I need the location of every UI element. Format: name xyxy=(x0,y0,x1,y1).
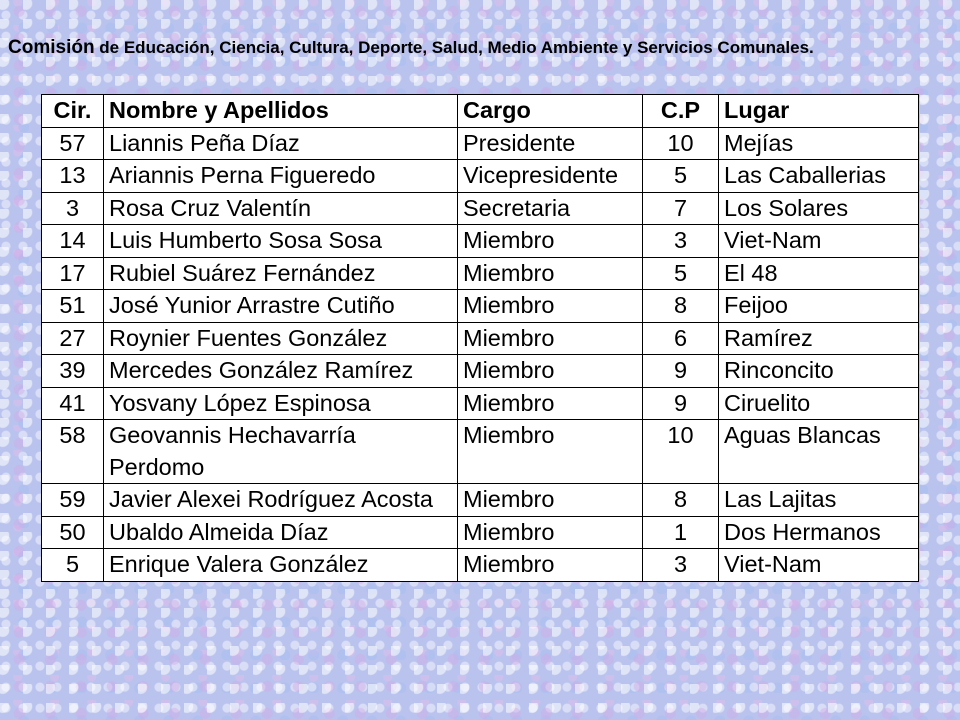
table-row xyxy=(42,290,919,323)
table-row xyxy=(42,257,919,290)
table-row xyxy=(42,355,919,388)
cell-cargo: Miembro xyxy=(458,257,643,290)
cell-lugar: Dos Hermanos xyxy=(719,516,919,549)
cell-lugar: Rinconcito xyxy=(719,355,919,388)
cell-nombre: Javier Alexei Rodríguez Acosta xyxy=(104,484,458,517)
header-lugar: Lugar xyxy=(719,95,919,128)
table-row xyxy=(42,516,919,549)
table-row xyxy=(42,225,919,258)
cell-cp: 9 xyxy=(643,387,719,420)
cell-lugar: El 48 xyxy=(719,257,919,290)
cell-cp: 10 xyxy=(643,420,719,484)
cell-cir: 50 xyxy=(42,516,104,549)
table-header-row xyxy=(42,95,919,128)
cell-cargo: Miembro xyxy=(458,322,643,355)
cell-nombre: José Yunior Arrastre Cutiño xyxy=(104,290,458,323)
table-row xyxy=(42,484,919,517)
cell-nombre: Ariannis Perna Figueredo xyxy=(104,160,458,193)
commission-title-lead: Comisión xyxy=(8,37,95,58)
cell-cargo: Miembro xyxy=(458,420,643,484)
cell-cp: 10 xyxy=(643,127,719,160)
cell-cp: 1 xyxy=(643,516,719,549)
cell-cir: 13 xyxy=(42,160,104,193)
commission-title-rest: de Educación, Ciencia, Cultura, Deporte, Salud, Medio Ambiente y Servicios Comunales. xyxy=(94,38,814,57)
table-row xyxy=(42,549,919,582)
cell-cir: 41 xyxy=(42,387,104,420)
cell-nombre: Enrique Valera González xyxy=(104,549,458,582)
cell-cp: 3 xyxy=(643,549,719,582)
cell-lugar: Feijoo xyxy=(719,290,919,323)
cell-lugar: Las Caballerias xyxy=(719,160,919,193)
header-cir: Cir. xyxy=(42,95,104,128)
cell-cir: 5 xyxy=(42,549,104,582)
cell-cir: 57 xyxy=(42,127,104,160)
cell-cargo: Vicepresidente xyxy=(458,160,643,193)
cell-lugar: Los Solares xyxy=(719,192,919,225)
table-row xyxy=(42,322,919,355)
cell-nombre: Geovannis Hechavarría Perdomo xyxy=(104,420,458,484)
header-nombre: Nombre y Apellidos xyxy=(104,95,458,128)
header-cargo: Cargo xyxy=(458,95,643,128)
cell-lugar: Aguas Blancas xyxy=(719,420,919,484)
cell-cp: 5 xyxy=(643,257,719,290)
members-table xyxy=(41,94,919,582)
cell-cargo: Presidente xyxy=(458,127,643,160)
cell-lugar: Viet-Nam xyxy=(719,549,919,582)
cell-cir: 58 xyxy=(42,420,104,484)
cell-cp: 9 xyxy=(643,355,719,388)
cell-lugar: Ciruelito xyxy=(719,387,919,420)
cell-lugar: Las Lajitas xyxy=(719,484,919,517)
cell-nombre: Rosa Cruz Valentín xyxy=(104,192,458,225)
header-cp: C.P xyxy=(643,95,719,128)
cell-nombre: Liannis Peña Díaz xyxy=(104,127,458,160)
cell-nombre: Mercedes González Ramírez xyxy=(104,355,458,388)
cell-cp: 8 xyxy=(643,484,719,517)
cell-cargo: Miembro xyxy=(458,484,643,517)
cell-cir: 14 xyxy=(42,225,104,258)
cell-lugar: Ramírez xyxy=(719,322,919,355)
cell-cargo: Secretaria xyxy=(458,192,643,225)
cell-nombre: Roynier Fuentes González xyxy=(104,322,458,355)
commission-title xyxy=(8,34,928,61)
cell-nombre: Ubaldo Almeida Díaz xyxy=(104,516,458,549)
table-row xyxy=(42,127,919,160)
cell-nombre: Rubiel Suárez Fernández xyxy=(104,257,458,290)
cell-cargo: Miembro xyxy=(458,549,643,582)
cell-cir: 27 xyxy=(42,322,104,355)
table-row xyxy=(42,420,919,484)
cell-cp: 6 xyxy=(643,322,719,355)
cell-cargo: Miembro xyxy=(458,355,643,388)
cell-cir: 51 xyxy=(42,290,104,323)
cell-nombre: Yosvany López Espinosa xyxy=(104,387,458,420)
table-row xyxy=(42,160,919,193)
cell-lugar: Mejías xyxy=(719,127,919,160)
cell-cargo: Miembro xyxy=(458,516,643,549)
cell-cp: 7 xyxy=(643,192,719,225)
cell-cp: 5 xyxy=(643,160,719,193)
cell-cir: 59 xyxy=(42,484,104,517)
cell-cir: 17 xyxy=(42,257,104,290)
cell-cir: 3 xyxy=(42,192,104,225)
cell-cargo: Miembro xyxy=(458,387,643,420)
cell-cargo: Miembro xyxy=(458,290,643,323)
cell-lugar: Viet-Nam xyxy=(719,225,919,258)
table-row xyxy=(42,192,919,225)
table-row xyxy=(42,387,919,420)
cell-cp: 8 xyxy=(643,290,719,323)
cell-cp: 3 xyxy=(643,225,719,258)
cell-cir: 39 xyxy=(42,355,104,388)
cell-cargo: Miembro xyxy=(458,225,643,258)
cell-nombre: Luis Humberto Sosa Sosa xyxy=(104,225,458,258)
